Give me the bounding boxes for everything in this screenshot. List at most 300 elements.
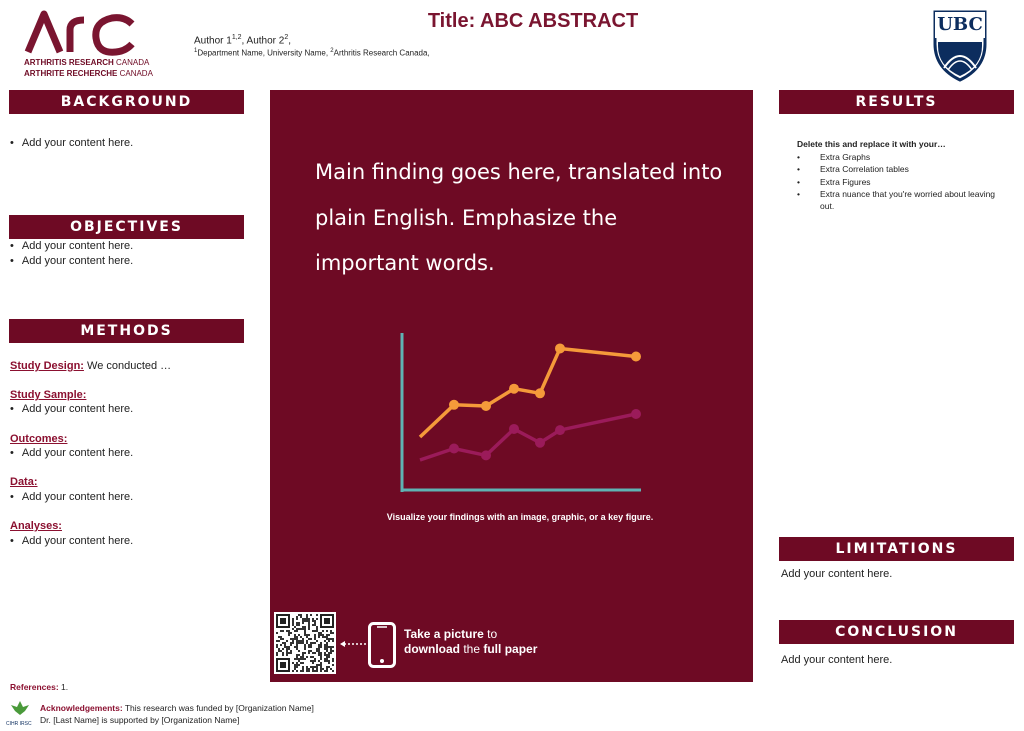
qr-module	[278, 640, 280, 642]
qr-module	[330, 646, 332, 648]
qr-module	[308, 624, 310, 626]
qr-module	[286, 648, 288, 650]
qr-module	[294, 666, 296, 668]
qr-module	[326, 670, 328, 672]
qr-module	[306, 616, 308, 618]
arc-logo-mark	[24, 8, 140, 56]
background-item: • Add your content here.	[10, 137, 133, 149]
qr-module	[302, 666, 304, 668]
qr-module	[300, 636, 302, 638]
qr-module	[298, 622, 300, 624]
qr-module	[322, 668, 324, 670]
qr-module	[314, 670, 316, 672]
qr-module	[300, 670, 302, 672]
qr-module	[310, 638, 312, 640]
qr-module	[300, 628, 302, 630]
objectives-item-1: • Add your content here.	[10, 240, 133, 252]
qr-module	[298, 660, 300, 662]
qr-module	[296, 628, 298, 630]
qr-module	[318, 650, 320, 652]
qr-module	[314, 660, 316, 662]
qr-module	[306, 642, 308, 644]
qr-module	[324, 644, 326, 646]
ack-line-2: Dr. [Last Name] is supported by [Organization Name]	[40, 715, 240, 725]
qr-module	[302, 626, 304, 628]
qr-module	[280, 630, 282, 632]
qr-module	[318, 652, 320, 654]
qr-module	[332, 670, 334, 672]
qr-module	[292, 628, 294, 630]
qr-module	[298, 664, 300, 666]
qr-module	[298, 614, 300, 616]
series-purple-point	[509, 424, 519, 434]
affil-sup-1: 1	[194, 48, 198, 54]
qr-module	[296, 658, 298, 660]
qr-module	[296, 664, 298, 666]
series-orange-line	[420, 348, 636, 437]
qr-module	[300, 642, 302, 644]
qr-module	[322, 634, 324, 636]
series-purple-point	[449, 444, 459, 454]
data-label-text: Data:	[10, 476, 38, 488]
qr-module	[308, 652, 310, 654]
data-label	[10, 476, 38, 488]
qr-module	[312, 666, 314, 668]
qr-module	[302, 662, 304, 664]
qr-module	[282, 648, 284, 650]
qr-module	[294, 626, 296, 628]
qr-module	[328, 634, 330, 636]
qr-module	[306, 634, 308, 636]
qr-module	[320, 656, 322, 658]
qr-module	[320, 668, 322, 670]
study-sample-label	[10, 389, 86, 401]
qr-module	[318, 648, 320, 650]
qr-module	[314, 634, 316, 636]
qr-module	[312, 656, 314, 658]
qr-module	[280, 644, 282, 646]
results-item-text-4: Extra nuance that you're worried about leaving out.	[820, 188, 996, 212]
study-design-text: We conducted …	[83, 360, 172, 372]
qr-module	[316, 614, 318, 616]
author-1-sup: 1,2	[231, 34, 242, 41]
qr-module	[296, 656, 298, 658]
qr-module	[306, 618, 308, 620]
logo-line2: ARTHRITE RECHERCHE	[24, 69, 118, 78]
cihr-text: CIHR IRSC	[6, 721, 32, 727]
results-item-text-3: Extra Figures	[820, 176, 871, 187]
series-purple-point	[555, 425, 565, 435]
affil-sup-2: 2	[330, 48, 334, 54]
series-orange-point	[449, 400, 459, 410]
qr-module	[318, 646, 320, 648]
qr-module	[282, 652, 284, 654]
qr-module	[302, 622, 304, 624]
qr-module	[300, 662, 302, 664]
qr-module	[324, 654, 326, 656]
qr-module	[326, 666, 328, 668]
qr-module	[292, 624, 294, 626]
qr-module	[302, 652, 304, 654]
poster-title: Title: ABC ABSTRACT	[427, 10, 639, 32]
qr-module	[302, 670, 304, 672]
qr-module	[328, 666, 330, 668]
qr-module	[300, 614, 302, 616]
qr-module	[318, 664, 320, 666]
qr-finder	[280, 662, 286, 668]
outcomes-label-text: Outcomes:	[10, 433, 68, 445]
qr-module	[276, 646, 278, 648]
qr-module	[330, 648, 332, 650]
qr-module	[300, 616, 302, 618]
qr-module	[294, 638, 296, 640]
qr-module	[296, 616, 298, 618]
qr-module	[308, 646, 310, 648]
qr-module	[328, 640, 330, 642]
cta-line-1	[404, 627, 497, 641]
qr-module	[322, 636, 324, 638]
qr-module	[292, 642, 294, 644]
limitations-header: LIMITATIONS	[779, 537, 1014, 561]
qr-module	[318, 632, 320, 634]
qr-module	[312, 630, 314, 632]
qr-module	[330, 630, 332, 632]
qr-module	[278, 648, 280, 650]
qr-module	[302, 638, 304, 640]
affil-a: Department Name, University Name,	[197, 48, 331, 58]
qr-module	[310, 656, 312, 658]
qr-module	[290, 652, 292, 654]
qr-module	[306, 656, 308, 658]
qr-module	[284, 642, 286, 644]
qr-module	[304, 618, 306, 620]
qr-module	[306, 636, 308, 638]
qr-module	[290, 650, 292, 652]
ack-label: Acknowledgements:	[40, 703, 123, 713]
qr-module	[288, 646, 290, 648]
qr-module	[304, 634, 306, 636]
qr-module	[296, 636, 298, 638]
outcomes-label	[10, 433, 67, 445]
qr-module	[292, 640, 294, 642]
cihr-logo	[6, 700, 34, 726]
qr-module	[276, 652, 278, 654]
qr-module	[304, 630, 306, 632]
qr-module	[308, 620, 310, 622]
qr-module	[280, 638, 282, 640]
qr-module	[306, 620, 308, 622]
qr-module	[312, 652, 314, 654]
qr-module	[282, 630, 284, 632]
qr-code[interactable]	[274, 612, 336, 674]
qr-module	[312, 620, 314, 622]
qr-module	[320, 644, 322, 646]
series-orange-point	[535, 388, 545, 398]
qr-module	[320, 632, 322, 634]
qr-module	[314, 638, 316, 640]
qr-module	[284, 646, 286, 648]
qr-module	[298, 642, 300, 644]
qr-module	[304, 628, 306, 630]
qr-module	[296, 624, 298, 626]
results-item: • Extra Correlation tables	[797, 164, 909, 175]
qr-module	[306, 640, 308, 642]
center-panel	[270, 90, 753, 682]
objectives-header: OBJECTIVES	[9, 215, 244, 239]
qr-module	[310, 644, 312, 646]
qr-module	[302, 642, 304, 644]
qr-module	[308, 650, 310, 652]
qr-module	[304, 644, 306, 646]
qr-module	[322, 630, 324, 632]
qr-module	[314, 620, 316, 622]
qr-module	[298, 650, 300, 652]
qr-module	[308, 622, 310, 624]
affiliations-line	[194, 48, 430, 58]
qr-module	[312, 670, 314, 672]
qr-module	[296, 630, 298, 632]
affil-b: Arthritis Research Canada,	[333, 48, 430, 58]
qr-module	[300, 658, 302, 660]
qr-module	[314, 666, 316, 668]
qr-module	[310, 666, 312, 668]
qr-module	[330, 632, 332, 634]
qr-module	[302, 640, 304, 642]
qr-module	[286, 646, 288, 648]
qr-module	[294, 636, 296, 638]
main-finding: Main finding goes here, translated into plain English. Emphasize the important words.	[315, 160, 723, 275]
qr-module	[308, 626, 310, 628]
qr-module	[318, 634, 320, 636]
qr-module	[292, 620, 294, 622]
qr-module	[328, 646, 330, 648]
qr-module	[294, 664, 296, 666]
qr-module	[316, 630, 318, 632]
qr-module	[314, 636, 316, 638]
outcomes-item: • Add your content here.	[10, 447, 133, 459]
ubc-text: UBC	[937, 14, 983, 35]
qr-module	[326, 638, 328, 640]
qr-module	[290, 632, 292, 634]
qr-module	[326, 660, 328, 662]
logo-line2-canada: CANADA	[119, 69, 153, 78]
qr-module	[278, 636, 280, 638]
qr-module	[332, 660, 334, 662]
qr-module	[316, 666, 318, 668]
qr-module	[300, 640, 302, 642]
qr-module	[326, 642, 328, 644]
qr-module	[280, 636, 282, 638]
series-orange-point	[509, 384, 519, 394]
qr-module	[316, 668, 318, 670]
arc-logo	[24, 8, 154, 80]
qr-module	[304, 632, 306, 634]
qr-module	[298, 640, 300, 642]
qr-module	[288, 632, 290, 634]
qr-module	[282, 642, 284, 644]
analyses-label-text: Analyses:	[10, 520, 62, 532]
qr-module	[320, 664, 322, 666]
qr-module	[306, 666, 308, 668]
series-orange-point	[555, 343, 565, 353]
qr-module	[312, 624, 314, 626]
qr-module	[328, 652, 330, 654]
qr-module	[294, 630, 296, 632]
qr-module	[310, 614, 312, 616]
qr-module	[328, 638, 330, 640]
qr-module	[298, 624, 300, 626]
series-purple-point	[481, 450, 491, 460]
qr-module	[308, 628, 310, 630]
qr-module	[280, 650, 282, 652]
cta-bold-1: Take a picture	[404, 627, 484, 641]
author-2-sup: 2	[284, 34, 289, 41]
background-header: BACKGROUND	[9, 90, 244, 114]
cta-plain-1: to	[483, 627, 498, 641]
qr-module	[320, 646, 322, 648]
qr-module	[294, 658, 296, 660]
methods-header: METHODS	[9, 319, 244, 343]
qr-module	[324, 640, 326, 642]
qr-finder	[280, 618, 286, 624]
qr-module	[318, 654, 320, 656]
study-sample-label-text: Study Sample:	[10, 389, 87, 401]
qr-module	[302, 654, 304, 656]
qr-module	[302, 658, 304, 660]
qr-module	[328, 654, 330, 656]
qr-module	[332, 646, 334, 648]
qr-module	[320, 642, 322, 644]
qr-module	[324, 636, 326, 638]
qr-module	[286, 630, 288, 632]
qr-module	[316, 626, 318, 628]
qr-module	[286, 654, 288, 656]
qr-module	[324, 660, 326, 662]
data-item: • Add your content here.	[10, 491, 133, 503]
qr-module	[276, 640, 278, 642]
qr-module	[328, 660, 330, 662]
qr-module	[294, 634, 296, 636]
qr-module	[332, 638, 334, 640]
qr-module	[290, 638, 292, 640]
qr-module	[282, 654, 284, 656]
qr-module	[302, 628, 304, 630]
figure-caption: Visualize your findings with an image, graphic, or a key figure.	[386, 512, 654, 522]
qr-module	[312, 662, 314, 664]
objectives-item-2: • Add your content here.	[10, 255, 133, 267]
qr-module	[324, 670, 326, 672]
qr-module	[276, 632, 278, 634]
qr-module	[298, 628, 300, 630]
qr-module	[310, 660, 312, 662]
qr-module	[292, 638, 294, 640]
qr-module	[320, 654, 322, 656]
qr-module	[296, 646, 298, 648]
qr-module	[312, 660, 314, 662]
results-item: • Extra Figures	[797, 176, 871, 187]
qr-module	[326, 644, 328, 646]
results-item: • Extra nuance that you're worried about leaving out.	[797, 188, 996, 212]
qr-module	[330, 650, 332, 652]
qr-module	[314, 624, 316, 626]
qr-module	[326, 646, 328, 648]
arrow-icon	[340, 639, 370, 649]
phone-icon	[368, 622, 396, 668]
qr-module	[310, 642, 312, 644]
qr-module	[302, 668, 304, 670]
qr-module	[282, 638, 284, 640]
qr-module	[304, 646, 306, 648]
qr-module	[318, 660, 320, 662]
qr-module	[326, 654, 328, 656]
qr-module	[294, 668, 296, 670]
cta-bold-3: full paper	[483, 642, 538, 656]
qr-module	[312, 668, 314, 670]
series-orange-point	[631, 352, 641, 362]
qr-module	[326, 630, 328, 632]
qr-module	[326, 658, 328, 660]
qr-module	[316, 618, 318, 620]
limitations-text: Add your content here.	[781, 568, 893, 580]
qr-module	[320, 670, 322, 672]
acknowledgements	[40, 702, 314, 726]
qr-module	[314, 630, 316, 632]
references-text: 1.	[58, 682, 69, 692]
qr-module	[286, 650, 288, 652]
results-item-text-1: Extra Graphs	[820, 152, 871, 162]
qr-module	[316, 648, 318, 650]
qr-module	[318, 636, 320, 638]
logo-line1: ARTHRITIS RESEARCH	[24, 58, 114, 67]
qr-module	[298, 654, 300, 656]
qr-module	[288, 652, 290, 654]
qr-module	[302, 618, 304, 620]
qr-module	[276, 654, 278, 656]
qr-module	[296, 670, 298, 672]
qr-module	[300, 656, 302, 658]
qr-module	[296, 662, 298, 664]
qr-module	[296, 644, 298, 646]
qr-module	[314, 642, 316, 644]
authors-end: ,	[288, 35, 292, 47]
qr-module	[308, 668, 310, 670]
qr-module	[320, 662, 322, 664]
qr-module	[286, 652, 288, 654]
qr-module	[292, 622, 294, 624]
qr-module	[330, 668, 332, 670]
qr-module	[296, 666, 298, 668]
results-intro: Delete this and replace it with your…	[797, 139, 946, 149]
qr-module	[324, 658, 326, 660]
qr-module	[308, 618, 310, 620]
qr-module	[306, 668, 308, 670]
qr-module	[308, 644, 310, 646]
results-item-text-2: Extra Correlation tables	[820, 164, 909, 175]
qr-module	[296, 654, 298, 656]
qr-module	[326, 636, 328, 638]
qr-module	[314, 622, 316, 624]
qr-module	[310, 650, 312, 652]
qr-module	[326, 650, 328, 652]
qr-module	[292, 618, 294, 620]
key-figure-chart	[270, 90, 753, 682]
qr-module	[310, 646, 312, 648]
qr-module	[308, 638, 310, 640]
qr-module	[312, 618, 314, 620]
qr-module	[296, 622, 298, 624]
results-list	[797, 151, 997, 212]
analyses-label	[10, 520, 62, 532]
